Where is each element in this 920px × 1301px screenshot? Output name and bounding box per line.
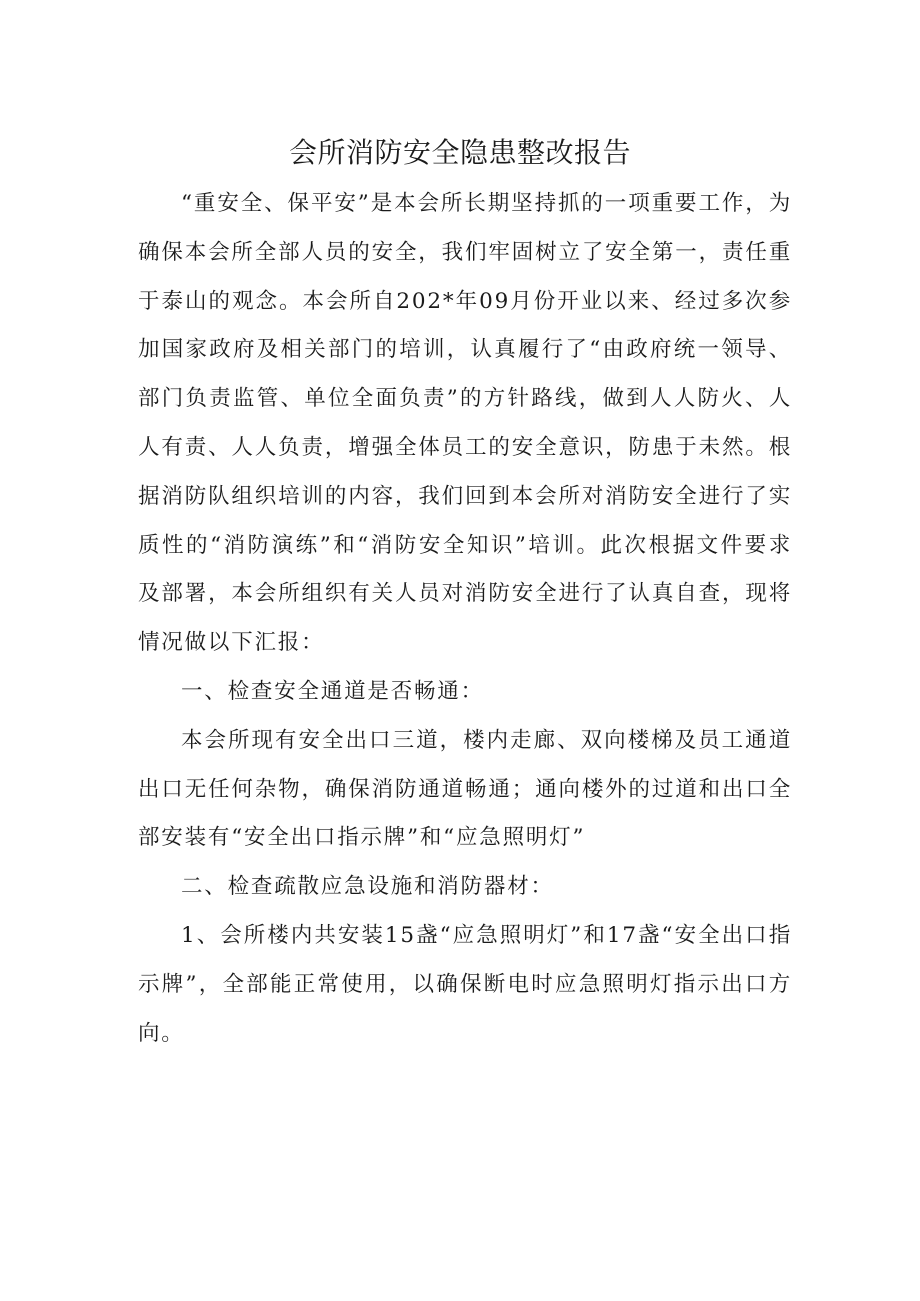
section-1-paragraph: 本会所现有安全出口三道，楼内走廊、双向楼梯及员工通道出口无任何杂物，确保消防通道畅通；通向楼外的过道和出口全部安装有“安全出口指示牌”和“应急照明灯”	[138, 727, 792, 851]
document-body	[138, 180, 792, 1058]
section-heading-2: 二、检查疏散应急设施和消防器材：	[181, 874, 554, 900]
section-2-item-1: 1、会所楼内共安装15盏“应急照明灯”和17盏“安全出口指示牌”，全部能正常使用，以确保断电时应急照明灯指示出口方向。	[138, 922, 792, 1046]
section-heading-1: 一、检查安全通道是否畅通：	[181, 678, 484, 704]
intro-paragraph: “重安全、保平安”是本会所长期坚持抓的一项重要工作，为确保本会所全部人员的安全，我们牢固树立了安全第一，责任重于泰山的观念。本会所自202*年09月份开业以来、经过多次参加国家政府及相关部门的培训，认真履行了“由政府统一领导、部门负责监管、单位全面负责”的方针路线，做到人人防火、人人有责、人人负责，增强全体员工的安全意识，防患于未然。根据消防队组织培训的内容，我们回到本会所对消防安全进行了实质性的“消防演练”和“消防安全知识”培训。此次根据文件要求及部署，本会所组织有关人员对消防安全进行了认真自查，现将情况做以下汇报：	[138, 191, 792, 656]
document-title: 会所消防安全隐患整改报告	[288, 136, 631, 169]
